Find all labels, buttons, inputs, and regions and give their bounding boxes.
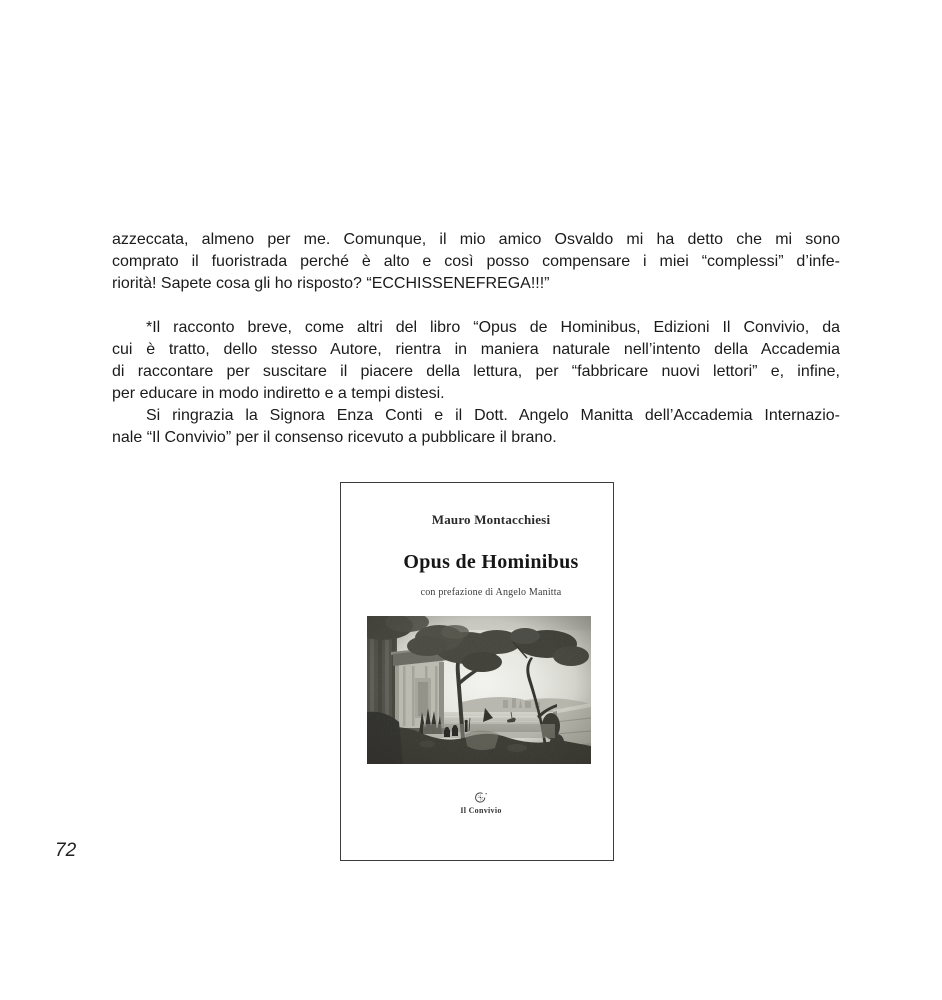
- text-line: Si ringrazia la Signora Enza Conti e il Dott. Angelo Manitta dell’Accademia Internazio-: [146, 407, 840, 424]
- text-line: cui è tratto, dello stesso Autore, rientra in maniera naturale nell’intento della Accademia: [112, 341, 840, 358]
- cover-author: Mauro Montacchiesi: [431, 512, 551, 527]
- cover-painting-image: [367, 616, 591, 764]
- text-line: nale “Il Convivio” per il consenso ricevuto a pubblicare il brano.: [112, 429, 557, 446]
- publisher-name: Il Convivio: [460, 806, 502, 815]
- text-line: comprato il fuoristrada perché è alto e così posso compensare i miei “complessi” d’infe-: [112, 253, 840, 270]
- page-number: 72: [55, 840, 77, 861]
- book-cover: [340, 482, 614, 861]
- paragraph: [112, 229, 840, 295]
- text-line: *Il racconto breve, come altri del libro “Opus de Hominibus, Edizioni Il Convivio, da: [146, 319, 840, 336]
- publisher-block: [345, 791, 617, 815]
- text-line: per educare in modo indiretto e a tempi distesi.: [112, 385, 445, 402]
- cover-subtitle: con prefazione di Angelo Manitta: [420, 587, 562, 598]
- cover-title: Opus de Hominibus: [403, 551, 579, 573]
- paragraph: [112, 405, 840, 449]
- publisher-logo-icon: [472, 791, 490, 804]
- cover-text-block: [355, 483, 627, 598]
- text-line: azzeccata, almeno per me. Comunque, il mio amico Osvaldo mi ha detto che mi sono: [112, 231, 840, 248]
- body-text: [112, 229, 840, 449]
- text-line: riorità! Sapete cosa gli ho risposto? “ECCHISSENEFREGA!!!”: [112, 275, 550, 292]
- paragraph: [112, 317, 840, 405]
- text-line: di raccontare per suscitare il piacere della lettura, per “fabbricare nuovi lettori” e, infine,: [112, 363, 840, 380]
